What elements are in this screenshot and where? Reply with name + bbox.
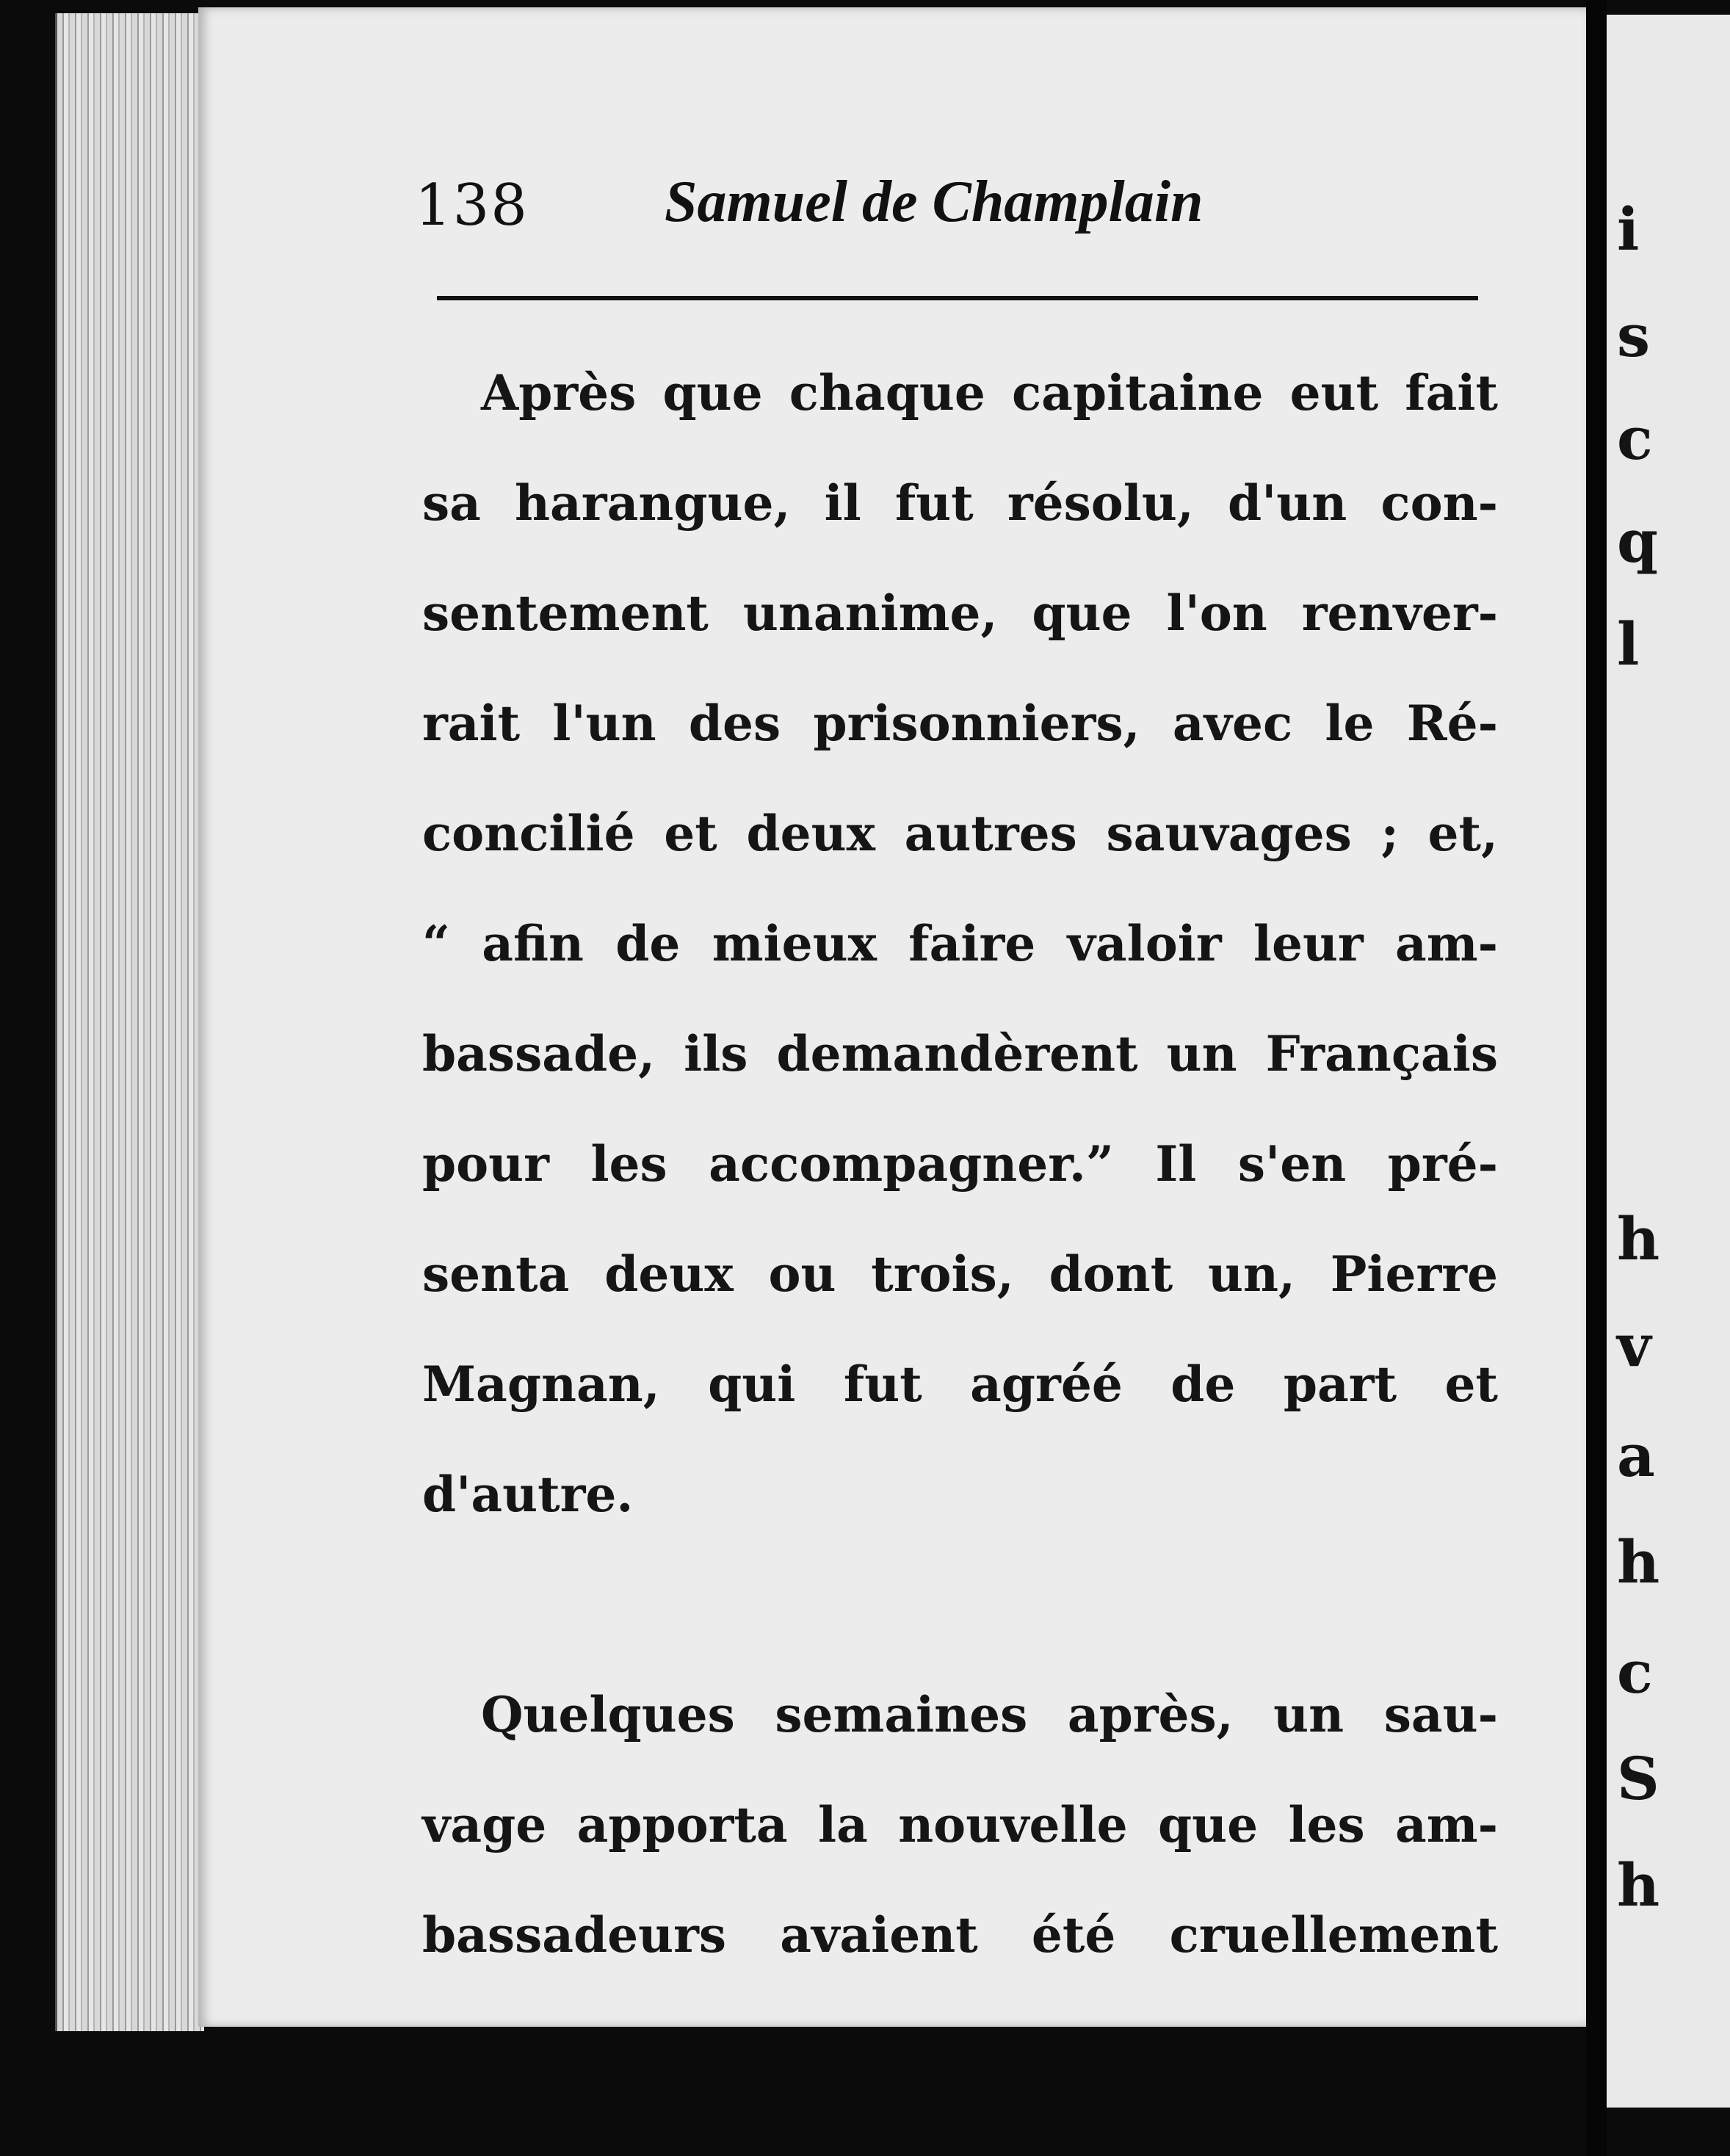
facing-page-strip bbox=[1607, 15, 1730, 2108]
text-line: sa harangue, il fut résolu, d'un con- bbox=[422, 474, 1498, 532]
text-line: pour les accompagner.” Il s'en pré- bbox=[422, 1135, 1498, 1193]
facing-page-letter: c bbox=[1617, 404, 1654, 473]
page-number: 138 bbox=[415, 173, 529, 239]
facing-page-letter: h bbox=[1617, 1851, 1662, 1920]
body-text bbox=[422, 338, 1498, 1990]
page-edges bbox=[55, 13, 204, 2031]
text-line: d'autre. bbox=[422, 1466, 634, 1523]
text-line: “ afin de mieux faire valoir leur am- bbox=[422, 915, 1498, 972]
text-line: Après que chaque capitaine eut fait bbox=[481, 364, 1498, 422]
paragraph-gap bbox=[422, 1549, 1498, 1660]
book-gutter bbox=[1586, 0, 1607, 2156]
facing-page-letter: i bbox=[1617, 195, 1641, 264]
text-line: sentement unanime, que l'on renver- bbox=[422, 585, 1498, 642]
facing-page-letter: a bbox=[1617, 1421, 1657, 1490]
running-title: Samuel de Champlain bbox=[665, 170, 1204, 234]
text-line: senta deux ou trois, dont un, Pierre bbox=[422, 1245, 1498, 1303]
text-line: Quelques semaines après, un sau- bbox=[481, 1686, 1498, 1743]
facing-page-letter: s bbox=[1617, 301, 1652, 370]
facing-page-letter: q bbox=[1617, 507, 1660, 576]
paragraph bbox=[422, 338, 1498, 1549]
facing-page-letter: v bbox=[1617, 1311, 1653, 1380]
facing-page-letter: c bbox=[1617, 1638, 1654, 1707]
facing-page-letter: S bbox=[1617, 1744, 1661, 1813]
text-line: bassadeurs avaient été cruellement bbox=[422, 1906, 1498, 1964]
facing-page-letter: h bbox=[1617, 1527, 1662, 1596]
text-line: Magnan, qui fut agréé de part et bbox=[422, 1356, 1498, 1413]
facing-page-letter: l bbox=[1617, 609, 1641, 679]
text-line: concilié et deux autres sauvages ; et, bbox=[422, 805, 1498, 862]
paragraph bbox=[422, 1660, 1498, 1990]
text-line: rait l'un des prisonniers, avec le Ré- bbox=[422, 695, 1498, 752]
facing-page-letter: h bbox=[1617, 1204, 1662, 1273]
text-line: vage apporta la nouvelle que les am- bbox=[422, 1796, 1498, 1853]
header-rule bbox=[437, 296, 1478, 300]
text-line: bassade, ils demandèrent un Français bbox=[422, 1025, 1498, 1082]
